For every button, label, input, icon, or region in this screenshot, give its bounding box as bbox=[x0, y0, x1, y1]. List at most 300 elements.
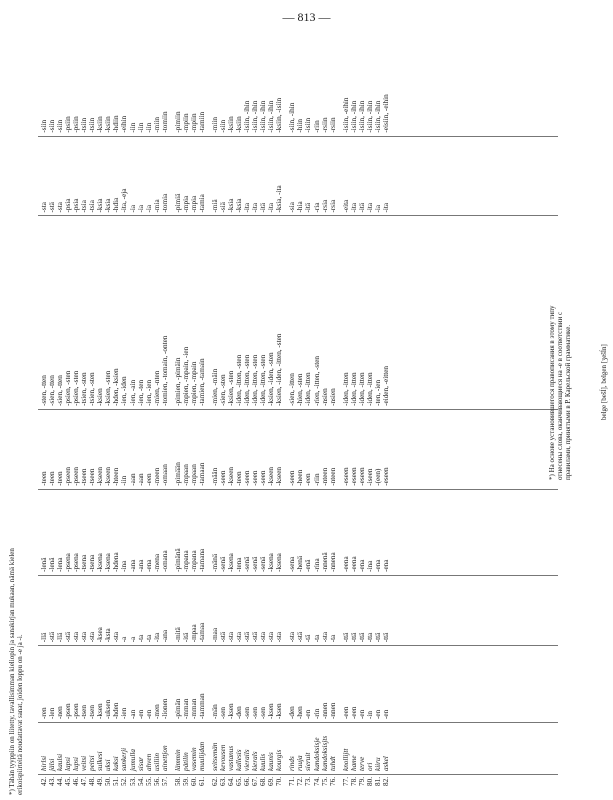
table-cell: -nsien bbox=[328, 388, 337, 406]
table-cell: -ksien, -iden, -itten, -sten bbox=[275, 333, 284, 406]
table-cell: 60. bbox=[189, 777, 198, 786]
table-cell: -sta bbox=[112, 631, 121, 643]
table-cell: -mänä bbox=[210, 553, 219, 572]
table-cell: askel bbox=[381, 756, 390, 771]
table-cell: 67. bbox=[251, 777, 260, 786]
table-cell: -teen bbox=[235, 471, 244, 486]
table-cell: -aan bbox=[136, 473, 145, 486]
table-cell: -an bbox=[128, 709, 137, 719]
table-cell: -ksiin bbox=[235, 116, 244, 133]
table-cell: kierals bbox=[251, 751, 260, 771]
table-cell: -riin bbox=[312, 473, 321, 486]
table-cell: -mpana bbox=[189, 550, 198, 572]
table-cell: -seen bbox=[259, 470, 268, 486]
table-cell: -seen bbox=[288, 470, 297, 486]
table-cell: -maa bbox=[210, 627, 219, 643]
table-cell: 62. bbox=[210, 777, 219, 786]
table-cell: kandoksisje bbox=[312, 737, 321, 771]
word-column bbox=[38, 722, 558, 774]
table-cell: pätilin bbox=[181, 752, 190, 771]
suffix-column-5 bbox=[38, 215, 558, 408]
table-cell: -eseen bbox=[381, 467, 390, 486]
table-cell: -sien, -tten bbox=[56, 375, 65, 406]
table-cell: -lena bbox=[56, 557, 65, 572]
table-cell: -sia bbox=[288, 202, 297, 213]
table-cell: -itä bbox=[357, 202, 366, 213]
table-cell: -riin bbox=[312, 120, 321, 133]
table-cell: -tomia bbox=[160, 193, 169, 213]
table-cell: -hden bbox=[112, 702, 121, 719]
table-cell: 75. bbox=[320, 777, 329, 786]
table-cell: -pimiin bbox=[173, 111, 182, 133]
table-cell: -nen bbox=[56, 706, 65, 719]
table-cell: 59. bbox=[181, 777, 190, 786]
table-cell: -miä bbox=[210, 199, 219, 213]
suffix-column-3 bbox=[38, 489, 558, 575]
table-cell: -tsiin bbox=[88, 117, 97, 133]
table-cell: -eseen bbox=[341, 467, 350, 486]
table-cell: -aan bbox=[128, 473, 137, 486]
footnote-russian: *) На основе установившегося правописания в этому типу отнесены слова, оканчивающиеся на -е в соответствии с правилами, принятыми в Р. Карельской грамматике. bbox=[548, 305, 572, 480]
table-cell: 65. bbox=[235, 777, 244, 786]
table-cell: -mpia bbox=[189, 195, 198, 213]
table-cell: -pseen bbox=[72, 466, 81, 486]
table-cell: 69. bbox=[267, 777, 276, 786]
table-cell: 77. bbox=[341, 777, 350, 786]
table-cell: -mpien, -mpain bbox=[189, 361, 198, 406]
table-cell: -rsiin bbox=[320, 117, 329, 133]
table-cell: lämmin bbox=[173, 749, 182, 771]
table-cell: -isiin, -ihin bbox=[259, 100, 268, 133]
table-cell: -ksena bbox=[104, 553, 113, 572]
table-cell: -sen bbox=[218, 707, 227, 719]
table-cell: 54. bbox=[136, 777, 145, 786]
table-cell: -tsien, -sten bbox=[88, 372, 97, 406]
table-cell: -eseen bbox=[357, 467, 366, 486]
table-cell: -pimänä bbox=[173, 548, 182, 572]
table-cell: -isiin, -eihin bbox=[341, 97, 350, 133]
table-cell: -tomien, -tomain, -onten bbox=[160, 335, 169, 406]
table-cell: -isiin, -ihin bbox=[365, 100, 374, 133]
table-cell: -iin bbox=[136, 122, 145, 133]
table-cell: -iden, -itten, -sten bbox=[235, 354, 244, 406]
table-cell: -mpiin bbox=[181, 113, 190, 133]
table-cell: lupsi bbox=[72, 757, 81, 771]
table-cell: -ksia bbox=[96, 198, 105, 213]
table-cell: -tsena bbox=[88, 554, 97, 572]
table-cell: -siä bbox=[218, 202, 227, 213]
table-cell: 81. bbox=[373, 777, 382, 786]
table-cell: -ena bbox=[144, 559, 153, 572]
table-cell: 46. bbox=[72, 777, 81, 786]
table-cell: -psiin bbox=[72, 116, 81, 133]
suffix-column-7 bbox=[38, 41, 558, 136]
table-cell: -isiin bbox=[304, 117, 313, 133]
table-cell: -eiden, -eitten bbox=[381, 365, 390, 406]
table-cell: -sena bbox=[288, 556, 297, 572]
table-cell: -pseen bbox=[64, 466, 73, 486]
table-cell: 42. bbox=[40, 777, 48, 786]
table-cell: -ksiin bbox=[104, 116, 113, 133]
table-cell: -rina bbox=[312, 558, 321, 572]
table-cell: -seen bbox=[218, 470, 227, 486]
number-column bbox=[38, 774, 558, 796]
table-cell: -ksta bbox=[104, 628, 113, 643]
table-cell: -senä bbox=[218, 556, 227, 572]
table-cell: -stä bbox=[48, 631, 57, 643]
table-cell: -sen bbox=[251, 707, 260, 719]
table-cell: -llä bbox=[56, 632, 65, 643]
table-cell: -iden, -itten bbox=[365, 372, 374, 406]
table-cell: 79. bbox=[357, 777, 366, 786]
table-cell: -mpaan bbox=[189, 464, 198, 486]
table-cell: -ien bbox=[120, 707, 129, 719]
table-cell: vierails bbox=[243, 749, 252, 771]
table-cell: -senä bbox=[259, 556, 268, 572]
table-cell: -tamana bbox=[197, 548, 206, 572]
table-cell: -omaan bbox=[160, 464, 169, 486]
table-cell: -ina bbox=[365, 560, 374, 572]
suffix-column-6 bbox=[38, 136, 558, 216]
table-cell: 55. bbox=[144, 777, 153, 786]
table-cell: -lenä bbox=[40, 557, 48, 572]
table-cell: -ksen bbox=[227, 703, 236, 719]
table-cell: -ien, -ien bbox=[144, 379, 153, 406]
table-cell: -siin bbox=[56, 119, 65, 133]
table-cell: kandoksisjts bbox=[320, 735, 329, 771]
table-cell: -män bbox=[210, 704, 219, 719]
table-cell: -iin bbox=[120, 475, 129, 486]
table-cell: -lenä bbox=[48, 557, 57, 572]
table-cell: muulijdan bbox=[197, 741, 206, 771]
table-cell: -seen bbox=[251, 470, 260, 486]
table-cell: -ena bbox=[373, 559, 382, 572]
table-cell: -in bbox=[365, 711, 374, 719]
table-cell: -isiin, -ihin bbox=[357, 100, 366, 133]
table-cell: knollijtt bbox=[341, 748, 350, 771]
table-cell: -psena bbox=[72, 553, 81, 572]
table-cell: sieruit bbox=[304, 752, 313, 771]
table-cell: -tomiin bbox=[160, 111, 169, 133]
table-cell: -sta bbox=[267, 631, 276, 643]
table-cell: -tamiin bbox=[197, 111, 206, 133]
table-cell: -ia bbox=[136, 204, 145, 213]
table-cell: -sta bbox=[235, 631, 244, 643]
table-cell: -ttä bbox=[373, 632, 382, 643]
table-cell: 61. bbox=[197, 777, 206, 786]
table-cell: -ita bbox=[243, 202, 252, 213]
table-cell: -iden, -itten bbox=[357, 372, 366, 406]
table-cell: -hdiin bbox=[112, 115, 121, 133]
table-cell: -men bbox=[152, 704, 161, 719]
table-cell: -nsien bbox=[320, 388, 329, 406]
table-cell: -ien, -ten bbox=[136, 379, 145, 406]
table-cell: -en bbox=[304, 709, 313, 719]
table-cell: -tamaa bbox=[197, 622, 206, 643]
page-number: — 813 — bbox=[282, 10, 331, 24]
table-cell: -len bbox=[48, 707, 57, 719]
table-cell: -ttä bbox=[341, 632, 350, 643]
table-cell: -siin bbox=[40, 119, 48, 133]
table-cell: -ita, -eja bbox=[120, 188, 129, 213]
table-cell: -ksen bbox=[275, 703, 284, 719]
table-cell: -ita bbox=[365, 202, 374, 213]
table-cell: -ksien, -sten bbox=[227, 370, 236, 406]
table-cell: -ta bbox=[312, 634, 321, 643]
table-cell: -mitä bbox=[173, 627, 182, 643]
table-cell: -hden, -ksien bbox=[112, 368, 121, 406]
table-cell: -sen bbox=[243, 707, 252, 719]
table-cell: -een bbox=[341, 706, 350, 719]
suffix-column-4 bbox=[38, 409, 558, 489]
table-cell: -en bbox=[381, 709, 390, 719]
table-cell: -siin bbox=[218, 119, 227, 133]
table-cell: -hien, -sten bbox=[296, 373, 305, 406]
table-cell: -ttä bbox=[357, 632, 366, 643]
table-cell: -stä bbox=[243, 631, 252, 643]
table-cell: -ana bbox=[128, 559, 137, 572]
table-cell: -mman bbox=[181, 698, 190, 719]
table-cell: -ien, -iden bbox=[120, 376, 129, 406]
table-cell: -psia bbox=[72, 198, 81, 213]
table-cell: 50. bbox=[104, 777, 113, 786]
table-cell: -tsena bbox=[80, 554, 89, 572]
table-cell: -nnen bbox=[320, 702, 329, 719]
table-cell: 70. bbox=[275, 777, 284, 786]
table-cell: kevousen bbox=[218, 744, 227, 771]
table-cell: -kseen bbox=[275, 466, 284, 486]
table-cell: -ksia bbox=[104, 198, 113, 213]
table-cell: -uksen bbox=[104, 699, 113, 719]
table-cell: -mpien, -mpain, -ien bbox=[181, 346, 190, 406]
table-cell: -eisiin, -eihin bbox=[381, 94, 390, 133]
table-cell: -seen bbox=[243, 470, 252, 486]
table-cell: -een bbox=[144, 473, 153, 486]
table-cell: -teen bbox=[56, 471, 65, 486]
table-cell: -ta bbox=[136, 634, 145, 643]
table-cell: 51. bbox=[112, 777, 121, 786]
table-cell: -siin, -ihin bbox=[288, 102, 297, 133]
table-cell: 74. bbox=[312, 777, 321, 786]
table-cell: -kseen bbox=[96, 466, 105, 486]
table-cell: -enä bbox=[304, 559, 313, 572]
table-cell: -ksia bbox=[235, 198, 244, 213]
table-cell: -teen bbox=[48, 471, 57, 486]
table-cell: -siin bbox=[48, 119, 57, 133]
table-cell: -ksien bbox=[96, 388, 105, 406]
table-cell: -ia bbox=[128, 204, 137, 213]
table-cell: -rsiin bbox=[328, 117, 337, 133]
table-cell: vasemin bbox=[189, 747, 198, 771]
table-cell: -sien, -tten bbox=[48, 375, 57, 406]
table-cell: -eseen bbox=[349, 467, 358, 486]
table-cell: -tsien, -sten bbox=[80, 372, 89, 406]
table-cell: 68. bbox=[259, 777, 268, 786]
table-cell: -nnena bbox=[328, 552, 337, 572]
table-cell: -teen bbox=[40, 471, 48, 486]
table-cell: -itä bbox=[259, 202, 268, 213]
table-cell: -hia bbox=[296, 201, 305, 213]
table-cell: -sen bbox=[259, 707, 268, 719]
table-cell: 57. bbox=[160, 777, 169, 786]
suffix-column-1 bbox=[38, 645, 558, 722]
table-cell: peitsi bbox=[88, 755, 97, 771]
table-cell: 80. bbox=[365, 777, 374, 786]
table-cell: -mia bbox=[152, 199, 161, 213]
table-cell: kiiru bbox=[373, 757, 382, 771]
table-cell: -eena bbox=[349, 556, 358, 572]
table-cell: -kseen bbox=[104, 466, 113, 486]
table-cell: -ana bbox=[160, 629, 169, 643]
table-cell: -iden, -itten bbox=[349, 372, 358, 406]
table-cell: -stä bbox=[48, 202, 57, 213]
table-cell: -nnenä bbox=[320, 552, 329, 572]
table-cell: -tsen bbox=[80, 705, 89, 719]
table-cell: -ena bbox=[381, 559, 390, 572]
table-cell: -sta bbox=[72, 631, 81, 643]
table-cell: seitsemän bbox=[210, 742, 219, 771]
table-cell: -isiin, -ihin bbox=[243, 100, 252, 133]
table-cell: ainettjon bbox=[160, 745, 169, 771]
table-cell: -tä bbox=[304, 634, 313, 643]
table-cell: hame bbox=[349, 755, 358, 771]
table-cell: -psen bbox=[64, 703, 73, 719]
table-cell: kuulis bbox=[259, 753, 268, 771]
table-cell: -pimien, -pimäin bbox=[173, 357, 182, 406]
table-cell: terve bbox=[357, 756, 366, 771]
table-cell: -ksia, -ita bbox=[275, 185, 284, 213]
table-cell: -ina bbox=[120, 560, 129, 572]
table-cell: -mman bbox=[189, 698, 198, 719]
table-cell: -sta bbox=[320, 631, 329, 643]
table-cell: -ita bbox=[349, 202, 358, 213]
table-cell: -sien, -itten bbox=[288, 373, 297, 406]
inflection-table bbox=[38, 41, 558, 796]
table-cell: -heen bbox=[296, 469, 305, 486]
table-cell: -sta bbox=[275, 631, 284, 643]
table-cell: hirlsi bbox=[40, 755, 48, 771]
table-cell: -hdena bbox=[112, 552, 121, 572]
table-cell: -(een) bbox=[373, 468, 382, 486]
table-cell: 64. bbox=[227, 777, 236, 786]
table-cell: -sta bbox=[227, 631, 236, 643]
table-cell: -llä bbox=[40, 632, 48, 643]
table-cell: sankerji bbox=[120, 747, 129, 771]
table-cell: sisar bbox=[136, 757, 145, 771]
table-cell: -tta bbox=[365, 632, 374, 643]
table-cell: 58. bbox=[173, 777, 182, 786]
table-cell: uksi bbox=[104, 759, 113, 771]
table-cell: -ksiin, -isiin bbox=[275, 97, 284, 133]
table-cell: -tamman bbox=[197, 693, 206, 719]
table-cell: -mien, -mäin bbox=[210, 368, 219, 406]
table-cell: 72. bbox=[296, 777, 305, 786]
footnote-example: belge [bešĺ], belgen [ʒešĺn] bbox=[600, 344, 608, 420]
table-cell: -isiin, -ihin bbox=[349, 100, 358, 133]
table-cell: -ia bbox=[373, 204, 382, 213]
table-cell: -iseen bbox=[365, 468, 374, 486]
table-cell: usiliin bbox=[152, 753, 161, 771]
table-cell: -itä bbox=[304, 202, 313, 213]
table-cell: -ksena bbox=[275, 553, 284, 572]
table-cell: -tamia bbox=[197, 194, 206, 213]
table-cell: -eena bbox=[341, 556, 350, 572]
table-cell: -psiin bbox=[64, 116, 73, 133]
table-cell: -rin bbox=[312, 708, 321, 719]
table-cell: -en bbox=[136, 709, 145, 719]
table-cell: -mpana bbox=[181, 550, 190, 572]
table-cell: -kseen bbox=[267, 466, 276, 486]
table-cell: -isiin, -ihin bbox=[251, 100, 260, 133]
footnote-finnish: *) Tähän tyyppiin on liitetty, tavallisimman kieliopin ja sanakirjan mukaan, nämä kielen erikoispiirteitä noudattavat sanat, joiden loppu on -e ja -i. bbox=[8, 548, 24, 795]
table-cell: -iin bbox=[144, 122, 153, 133]
table-cell: -pimiä bbox=[173, 193, 182, 213]
table-cell: -iin bbox=[128, 122, 137, 133]
table-cell: -lionen bbox=[160, 698, 169, 719]
table-cell: -sien, -sten bbox=[218, 374, 227, 406]
table-cell: -ksena bbox=[96, 553, 105, 572]
table-cell: -stä bbox=[218, 631, 227, 643]
table-cell: 49. bbox=[96, 777, 105, 786]
table-cell: tuhdt bbox=[328, 756, 337, 771]
table-cell: -psia bbox=[64, 198, 73, 213]
table-cell: -ita bbox=[267, 202, 276, 213]
table-cell: -mpaa bbox=[189, 624, 198, 643]
table-cell: -ia bbox=[144, 204, 153, 213]
table-cell: -miin bbox=[152, 117, 161, 133]
table-cell: -nnen bbox=[328, 702, 337, 719]
table-cell: -rsia bbox=[328, 199, 337, 213]
table-cell: vastanus bbox=[227, 745, 236, 771]
table-cell: -ksia bbox=[227, 198, 236, 213]
table-cell: kourgis bbox=[275, 749, 284, 771]
table-cell: -omana bbox=[160, 550, 169, 572]
table-cell: -ta bbox=[144, 634, 153, 643]
table-cell: -een bbox=[349, 706, 358, 719]
table-cell: -mpiin bbox=[189, 113, 198, 133]
table-cell: rinds bbox=[288, 756, 297, 771]
table-cell: ori bbox=[365, 762, 374, 771]
table-cell: -stä bbox=[296, 631, 305, 643]
table-cell: -ita bbox=[381, 202, 390, 213]
table-cell: -ita bbox=[251, 202, 260, 213]
table-cell: -sta bbox=[56, 202, 65, 213]
table-cell: -isiin, -ihin bbox=[373, 100, 382, 133]
table-cell: 66. bbox=[243, 777, 252, 786]
table-cell: 47. bbox=[80, 777, 89, 786]
table-cell: -en bbox=[357, 709, 366, 719]
table-cell: -tseen bbox=[88, 468, 97, 486]
table-cell: -tsia bbox=[80, 200, 89, 213]
table-cell: 48. bbox=[88, 777, 97, 786]
table-cell: -senä bbox=[243, 556, 252, 572]
table-cell: ahven bbox=[144, 753, 153, 771]
table-cell: 76. bbox=[328, 777, 337, 786]
table-cell: -miin bbox=[210, 117, 219, 133]
table-cell: -tsiin bbox=[80, 117, 89, 133]
table-cell: -nteen bbox=[328, 467, 337, 486]
table-cell: -ena bbox=[357, 559, 366, 572]
table-cell: -sta bbox=[288, 631, 297, 643]
table-cell: 56. bbox=[152, 777, 161, 786]
table-cell: -stä bbox=[64, 631, 73, 643]
table-cell: -psen bbox=[72, 703, 81, 719]
table-cell: -ksea bbox=[96, 627, 105, 643]
table-cell: -tsia bbox=[88, 200, 97, 213]
table-cell: veitsi bbox=[80, 755, 89, 771]
table-cell: -iden, -itten, -sten bbox=[243, 354, 252, 406]
table-cell: -eihin bbox=[120, 115, 129, 133]
